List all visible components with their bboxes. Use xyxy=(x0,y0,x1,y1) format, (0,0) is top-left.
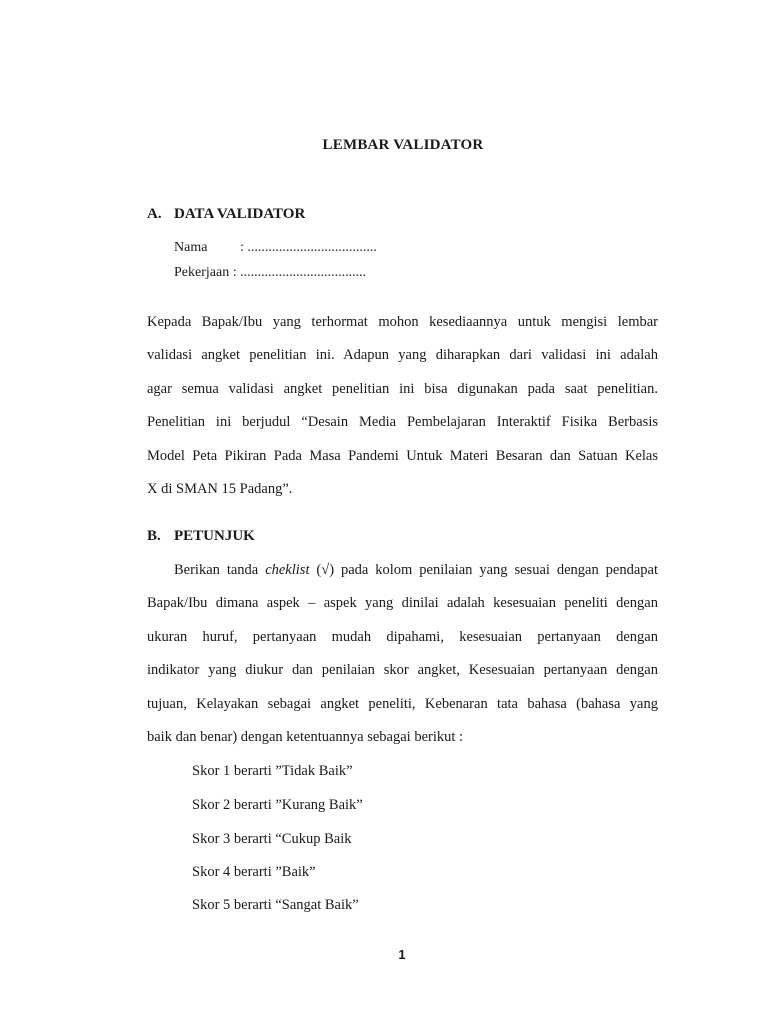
section-a-heading xyxy=(147,206,305,223)
intro-line: Penelitian ini berjudul “Desain Media Pembelajaran Interaktif Fisika Berbasis xyxy=(147,414,658,431)
section-b-heading xyxy=(147,528,255,545)
section-b-letter: B. xyxy=(147,528,161,544)
intro-line: Kepada Bapak/Ibu yang terhormat mohon kesediaannya untuk mengisi lembar xyxy=(147,314,658,330)
instructions-line: Bapak/Ibu dimana aspek – aspek yang dinilai adalah kesesuaian peneliti dengan xyxy=(147,595,658,612)
checklist-term: cheklist xyxy=(265,562,310,578)
score-item: Skor 5 berarti “Sangat Baik” xyxy=(192,897,359,913)
score-item: Skor 2 berarti ”Kurang Baik” xyxy=(192,797,363,813)
nama-label: Nama xyxy=(174,240,208,255)
page-title: LEMBAR VALIDATOR xyxy=(322,137,484,153)
page-number: 1 xyxy=(398,947,406,962)
pekerjaan-field xyxy=(174,265,366,281)
section-b-title: PETUNJUK xyxy=(174,528,255,544)
instructions-line: ukuran huruf, pertanyaan mudah dipahami, kesesuaian pertanyaan dengan xyxy=(147,628,658,645)
score-item: Skor 4 berarti ”Baik” xyxy=(192,864,316,880)
intro-paragraph xyxy=(147,306,658,506)
intro-line: validasi angket penelitian ini. Adapun yang diharapkan dari validasi ini adalah xyxy=(147,347,658,364)
pekerjaan-value: : .................................... xyxy=(232,265,367,280)
nama-field xyxy=(174,240,377,256)
instructions-line: indikator yang diukur dan penilaian skor angket, Kesesuaian pertanyaan dengan xyxy=(147,662,658,679)
instructions-line: baik dan benar) dengan ketentuannya sebagai berikut : xyxy=(147,729,464,746)
instructions-line: tujuan, Kelayakan sebagai angket peneliti, Kebenaran tata bahasa (bahasa yang xyxy=(147,695,658,712)
section-a-title: DATA VALIDATOR xyxy=(174,206,306,222)
score-item: Skor 1 berarti ”Tidak Baik” xyxy=(192,763,353,779)
intro-line: agar semua validasi angket penelitian ini bisa digunakan pada saat penelitian. xyxy=(147,380,658,397)
section-a-letter: A. xyxy=(147,206,162,222)
nama-value: : ..................................... xyxy=(240,240,377,255)
instructions-paragraph xyxy=(147,554,658,754)
instructions-text: (√) pada kolom penilaian yang sesuai dengan pendapat xyxy=(309,562,658,578)
score-item: Skor 3 berarti “Cukup Baik xyxy=(192,831,352,847)
intro-line: X di SMAN 15 Padang”. xyxy=(147,481,293,498)
instructions-first-line xyxy=(147,554,658,587)
pekerjaan-label: Pekerjaan xyxy=(174,265,230,280)
intro-line: Model Peta Pikiran Pada Masa Pandemi Untuk Materi Besaran dan Satuan Kelas xyxy=(147,447,658,464)
instructions-text: Berikan tanda xyxy=(174,562,266,578)
